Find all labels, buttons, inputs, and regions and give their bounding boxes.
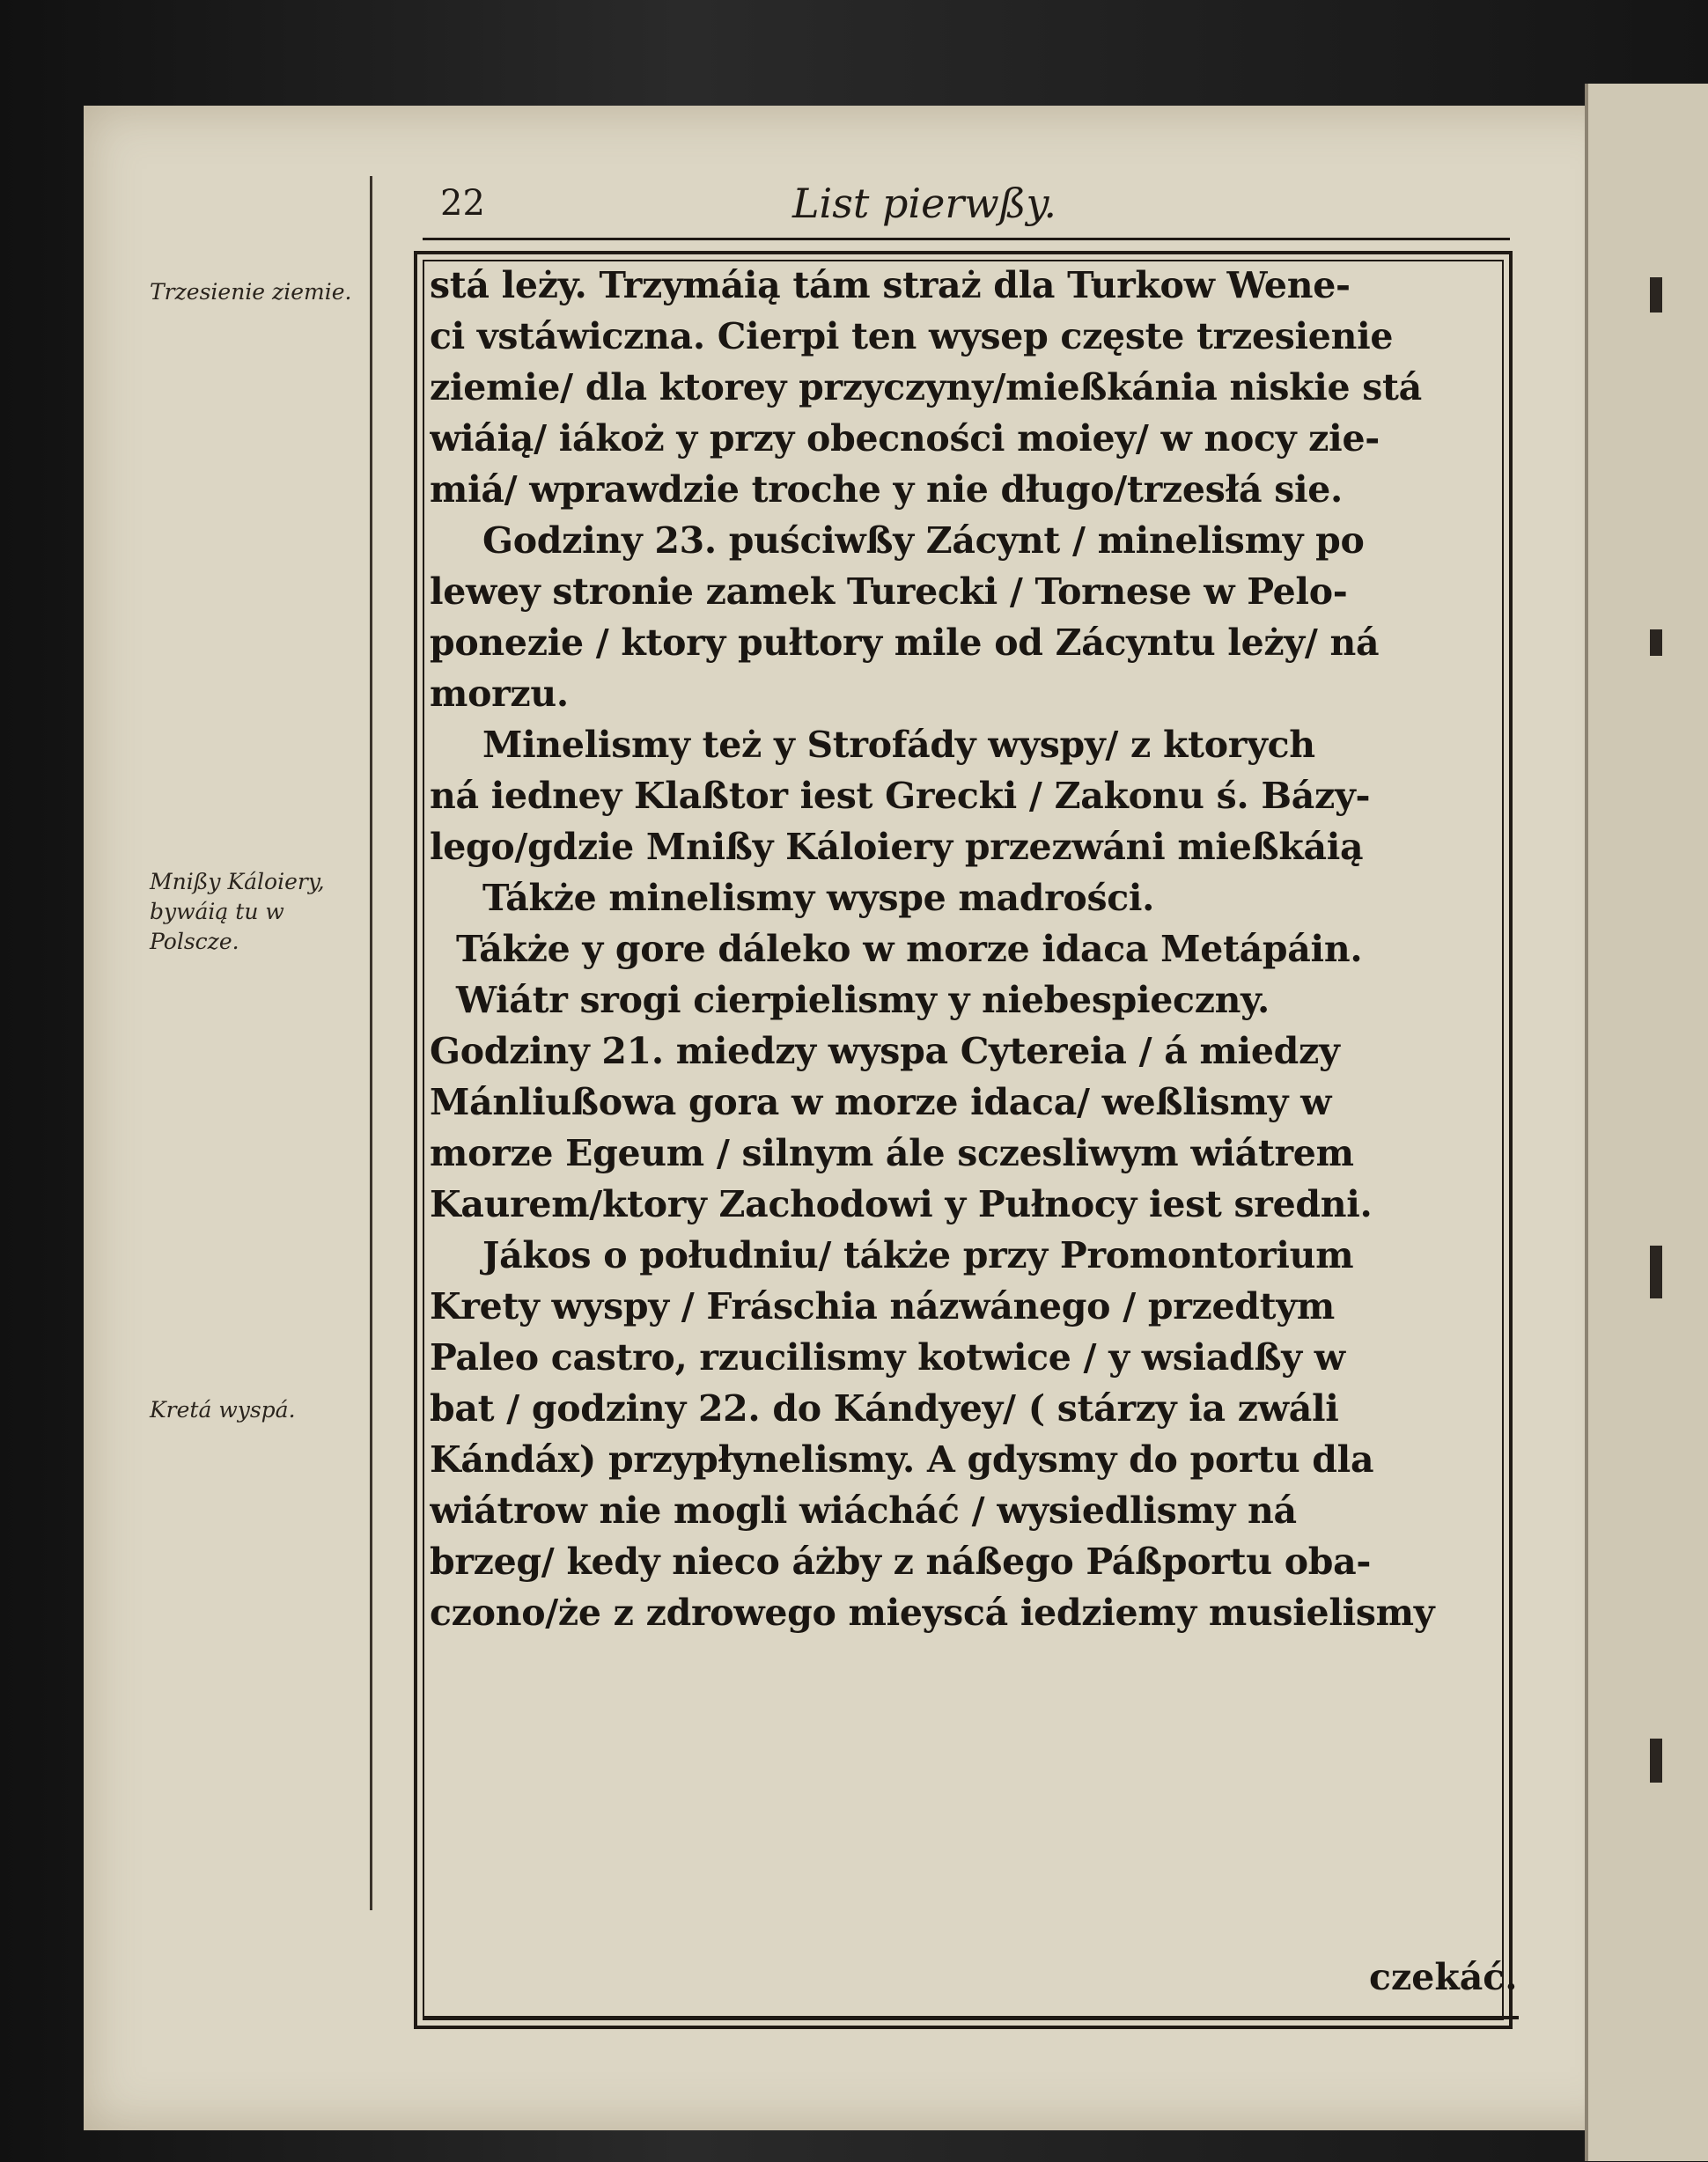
- text-line: ponezie / ktory pułtory mile od Zácyntu leży/ ná: [430, 621, 1380, 664]
- text-line: Mánliußowa gora w morze idaca/ weßlismy w: [430, 1081, 1332, 1123]
- margin-rule: [370, 176, 372, 1910]
- page-header: [423, 176, 1510, 240]
- margin-note-crete: Kretá wyspá.: [150, 1397, 296, 1423]
- text-line: morzu.: [430, 673, 569, 715]
- facing-page-edge: [1585, 84, 1708, 2161]
- page-number: 22: [440, 183, 485, 224]
- text-line: wiátrow nie mogli wiácháć / wysiedlismy ná: [430, 1489, 1297, 1532]
- margin-note-earthquake: Trzesienie ziemie.: [150, 279, 352, 305]
- text-line: stá leży. Trzymáią tám straż dla Turkow Wene-: [430, 264, 1351, 306]
- running-title: List pierwßy.: [792, 180, 1056, 227]
- text-line: Jákos o południu/ tákże przy Promontorium: [482, 1234, 1354, 1276]
- facing-page-text-fragment: [1650, 1739, 1662, 1783]
- footer-rule: [423, 2016, 1519, 2019]
- facing-page-text-fragment: [1650, 1246, 1662, 1298]
- text-line: Kaurem/ktory Zachodowi y Pułnocy iest sredni.: [430, 1183, 1373, 1225]
- text-line: ná iedney Klaßtor iest Grecki / Zakonu ś. Bázy-: [430, 775, 1371, 817]
- text-line: miá/ wprawdzie troche y nie długo/trzesłá sie.: [430, 468, 1344, 511]
- margin-note-monks: Mnißy Káloiery, bywáią tu w Polscze.: [150, 869, 325, 954]
- text-line: Wiátr srogi cierpielismy y niebespieczny.: [456, 979, 1270, 1021]
- text-line: bat / godziny 22. do Kándyey/ ( stárzy ia zwáli: [430, 1387, 1339, 1430]
- catchword: czekáć.: [1369, 1956, 1518, 1998]
- text-line: Kándáx) przypłynelismy. A gdysmy do portu dla: [430, 1438, 1374, 1481]
- text-line: wiáią/ iákoż y przy obecności moiey/ w nocy zie-: [430, 417, 1380, 460]
- text-line: Minelismy też y Strofády wyspy/ z ktorych: [482, 724, 1315, 766]
- text-line: lewey stronie zamek Turecki / Tornese w Pelo-: [430, 570, 1348, 613]
- text-line: ziemie/ dla ktorey przyczyny/mießkánia niskie stá: [430, 366, 1422, 408]
- facing-page-text-fragment: [1650, 629, 1662, 656]
- text-line: Godziny 23. puściwßy Zácynt / minelismy po: [482, 519, 1365, 562]
- text-line: ci vstáwiczna. Cierpi ten wysep częste trzesienie: [430, 315, 1394, 357]
- text-line: Krety wyspy / Fráschia názwánego / przedtym: [430, 1285, 1335, 1327]
- text-line: Tákże y gore dáleko w morze idaca Metápáin.: [456, 928, 1363, 970]
- text-line: brzeg/ kedy nieco áżby z náßego Páßportu oba-: [430, 1541, 1372, 1583]
- text-line: Paleo castro, rzucilismy kotwice / y wsiadßy w: [430, 1336, 1345, 1379]
- text-line: lego/gdzie Mnißy Káloiery przezwáni mießkáią: [430, 826, 1364, 868]
- body-text: [430, 260, 1499, 1638]
- text-line: morze Egeum / silnym ále sczesliwym wiátrem: [430, 1132, 1354, 1174]
- text-line: czono/że z zdrowego mieyscá iedziemy musielismy: [430, 1592, 1435, 1634]
- text-line: Godziny 21. miedzy wyspa Cytereia / á miedzy: [430, 1030, 1340, 1072]
- facing-page-text-fragment: [1650, 277, 1662, 313]
- text-line: Tákże minelismy wyspe madrości.: [482, 877, 1155, 919]
